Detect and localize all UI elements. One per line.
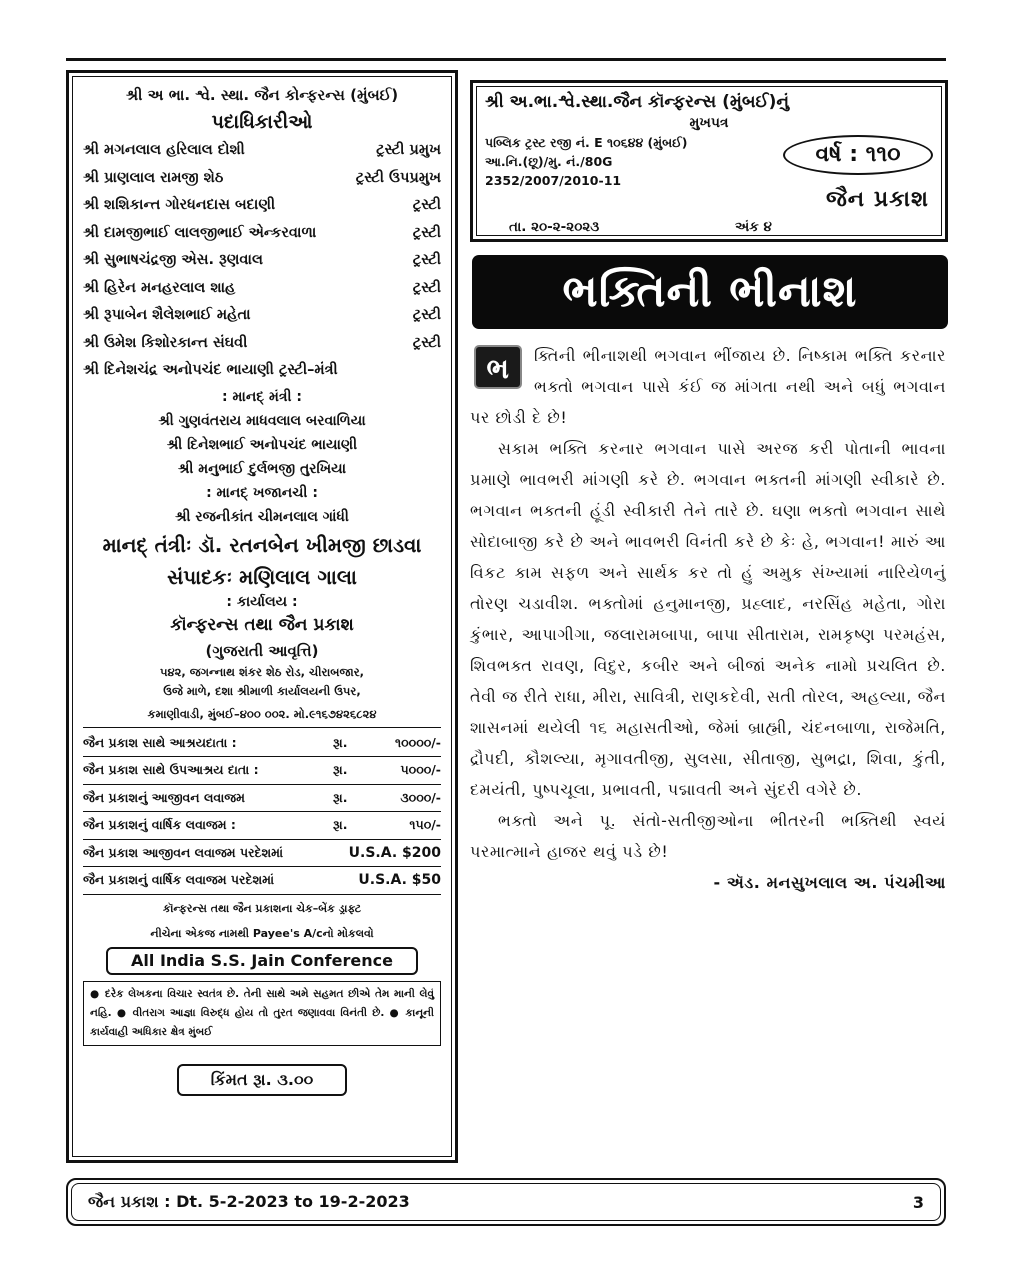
masthead-title: શ્રી અ.ભા.શ્વે.સ્થા.જૈન કૉન્ફરન્સ (મુંબઈ)નું <box>485 92 790 112</box>
registration-number: 2352/2007/2010-11 <box>485 173 622 188</box>
trust-registration: પબ્લિક ટ્રસ્ટ રજી નં. E ૧૦૬૪૪ (મુંબઈ) <box>485 135 688 150</box>
trustee-secretary: શ્રી દિનેશચંદ્ર અનોપચંદ ભાયાણી ટ્રસ્ટી–મંત્રી <box>83 362 338 378</box>
rate-row: જૈન પ્રકાશનું વાર્ષિક લવાજમ : રૂા. ૧૫૦/- <box>83 812 441 840</box>
treasurer-label: : માનદ્ ખજાનચી : <box>206 484 318 501</box>
officers-heading: પદાધિકારીઓ <box>211 111 313 133</box>
rate-row: જૈન પ્રકાશ આજીવન લવાજમ પરદેશમાં U.S.A. $200 <box>83 840 441 868</box>
article-body <box>470 340 946 1160</box>
address-line: ઉજે માળે, દશા શ્રીમાળી કાર્યાલયની ઉપર, <box>163 683 361 698</box>
price-box: કિંમત રૂા. ૩.૦૦ <box>177 1064 347 1096</box>
secretary-name: શ્રી મનુભાઈ દુર્લભજી તુરખિયા <box>177 460 347 477</box>
trustee-row: શ્રી ઉમેશ કિશોરકાન્ત સંઘવી ટ્રસ્ટી <box>83 334 441 351</box>
trustee-row: શ્રી રૂપાબેન શૈલેશભાઈ મહેતા ટ્રસ્ટી <box>83 307 441 323</box>
trustee-row: શ્રી શશિકાન્ત ગોરધનદાસ બદાણી ટ્રસ્ટી <box>83 197 441 213</box>
registration-number: આ.નિ.(છૂ)/મુ. નં./80G <box>485 154 613 169</box>
article-paragraph: ભક્તો અને પૂ. સંતો-સતીજીઓના ભીતરની ભક્તિથી સ્વયં પરમાત્માને હાજર થવું પડે છે! <box>470 811 946 861</box>
footer-issue-dates: જૈન પ્રકાશ : Dt. 5-2-2023 to 19-2-2023 <box>88 1192 410 1211</box>
office-name: કૉન્ફરન્સ તથા જૈન પ્રકાશ <box>170 614 354 635</box>
office-label: : કાર્યાલય : <box>226 593 298 610</box>
article-paragraph: સકામ ભક્તિ કરનાર ભગવાન પાસે અરજ કરી પોતાની ભાવના પ્રમાણે ભાવભરી માંગણી કરે છે. ભગવાન ભક્તની માંગણી સ્વીકારે છે. ભગવાન ભક્તની હૂંડી સ્વીકારી તેને તારે છે. ઘણા ભક્તો ભગવાન સાથે સોદાબાજી કરે છે અને ભાવભરી વિનંતી કરે છે કેઃ હે, ભગવાન! મારું આ વિકટ કામ સફળ અને સાર્થક કર તો હું અમુક સંખ્યામાં નારિયેળનું તોરણ ચડાવીશ. ભક્તોમાં હનુમાનજી, પ્રહ્લાદ, નરસિંહ મહેતા, ગોરા કુંભાર, આપાગીગા, જલારામબાપા, બાપા સીતારામ, રામકૃષ્ણ પરમહંસ, શિવભક્ત રાવણ, વિદુર, કબીર અને બીજાં અનેક નામો પ્રચલિત છે. તેવી જ રીતે રાધા, મીરા, સાવિત્રી, રાણકદેવી, સતી તોરલ, અહલ્યા, જૈન શાસનમાં થયેલી ૧૬ મહાસતીઓ, જેમાં બ્રાહ્મી, ચંદનબાળા, રાજેમતિ, દ્રૌપદી, કૌશલ્યા, મૃગાવતીજી, સુલસા, સીતાજી, સુભદ્રા, શિવા, કુંતી, દમયંતી, પુષ્પચૂલા, પ્રભાવતી, પદ્માવતી અને સુંદરી વગેરે છે. <box>470 439 946 799</box>
masthead <box>470 80 948 242</box>
article-paragraph: ક્તિની ભીનાશથી ભગવાન ભીંજાય છે. નિષ્કામ ભક્તિ કરનાર ભક્તો ભગવાન પાસે કંઈ જ માંગતા નથી અને બધું ભગવાન પર છોડી દે છે! <box>470 346 946 427</box>
cheque-line: કૉન્ફરન્સ તથા જૈન પ્રકાશના ચેક–બેંક ડ્રાફ્ટ <box>162 901 362 915</box>
trustee-row: શ્રી મગનલાલ હરિલાલ દોશી ટ્રસ્ટી પ્રમુખ <box>83 142 441 158</box>
subscription-rates <box>83 730 441 895</box>
address-line: કમાણીવાડી, મુંબઈ–૪૦૦ ૦૦૨. મો.૯૧૬૭૪૨૬૮૨૪ <box>83 701 441 728</box>
address-line: ૫૪૨, જગન્નાથ શંકર શેઠ રોડ, ચીરાબજાર, <box>159 664 365 679</box>
disclaimer: ● દરેક લેખકના વિચાર સ્વતંત્ર છે. તેની સાથે અમે સહમત છીએ તેમ માની લેવું નહિ. ● વીતરાગ આજ્ઞા વિરુદ્ધ હોય તો તુરત જણાવવા વિનંતી છે. ● કાનૂની કાર્યવાહી અધિકાર ક્ષેત્ર મુંબઈ <box>83 981 441 1046</box>
issue-number: અંક ૪ <box>735 219 772 235</box>
page-number: 3 <box>912 1192 924 1212</box>
edition: (ગુજરાતી આવૃત્તિ) <box>205 641 319 660</box>
treasurer-name: શ્રી રજનીકાંત ચીમનલાલ ગાંધી <box>175 508 349 525</box>
trustee-row: શ્રી દામજીભાઈ લાલજીભાઈ એન્કરવાળા ટ્રસ્ટી <box>83 224 441 241</box>
article-title: ભક્તિની ભીનાશ <box>472 255 948 329</box>
top-rule <box>66 58 946 61</box>
drop-cap: ભ <box>474 345 522 389</box>
trustee-row: શ્રી પ્રાણલાલ રામજી શેઠ ટ્રસ્ટી ઉપપ્રમુખ <box>83 169 441 186</box>
trustee-row: શ્રી હિરેન મનહરલાલ શાહ ટ્રસ્ટી <box>83 279 441 296</box>
rate-row: જૈન પ્રકાશ સાથે ઉપઆશ્રય દાતા : રૂા. ૫૦૦૦/- <box>83 757 441 785</box>
org-line: શ્રી અ ભા. શ્વે. સ્થા. જૈન કોન્ફરન્સ (મુંબઈ) <box>125 86 399 104</box>
secretary-name: શ્રી ગુણવંતરાય માધવલાલ બરવાળિયા <box>158 412 366 429</box>
officers-panel <box>66 70 458 1163</box>
year-badge: વર્ષ : ૧૧૦ <box>783 135 933 175</box>
cheque-line: નીચેના એકજ નામથી Payee's A/cનો મોકલવો <box>150 926 374 940</box>
hon-editor: માનદ્ તંત્રીઃ ડૉ. રતનબેન ખીમજી છાડવા <box>102 532 422 557</box>
rate-row: જૈન પ્રકાશનું આજીવન લવાજમ રૂા. ૩૦૦૦/- <box>83 785 441 813</box>
article-author: - ઍડ. મનસુખલાલ અ. પંચમીઆ <box>713 873 946 892</box>
issue-date: તા. ૨૦-૨-૨૦૨૩ <box>509 219 600 235</box>
masthead-subtitle: મુખપત્ર <box>689 115 729 131</box>
rate-row: જૈન પ્રકાશનું વાર્ષિક લવાજમ પરદેશમાં U.S.A. $50 <box>83 867 441 895</box>
editor: સંપાદકઃ મણિલાલ ગાલા <box>167 564 357 589</box>
rate-row: જૈન પ્રકાશ સાથે આશ્રયદાતા : રૂા. ૧૦૦૦૦/- <box>83 730 441 758</box>
paper-name: જૈન પ્રકાશ <box>825 187 929 212</box>
hon-secretary-label: : માનદ્ મંત્રી : <box>222 388 302 405</box>
secretary-name: શ્રી દિનેશભાઈ અનોપચંદ ભાયાણી <box>166 436 358 453</box>
payee-name: All India S.S. Jain Conference <box>106 947 418 975</box>
page-footer <box>66 1178 946 1226</box>
trustee-row: શ્રી સુભાષચંદ્રજી એસ. રૂણવાલ ટ્રસ્ટી <box>83 252 441 268</box>
